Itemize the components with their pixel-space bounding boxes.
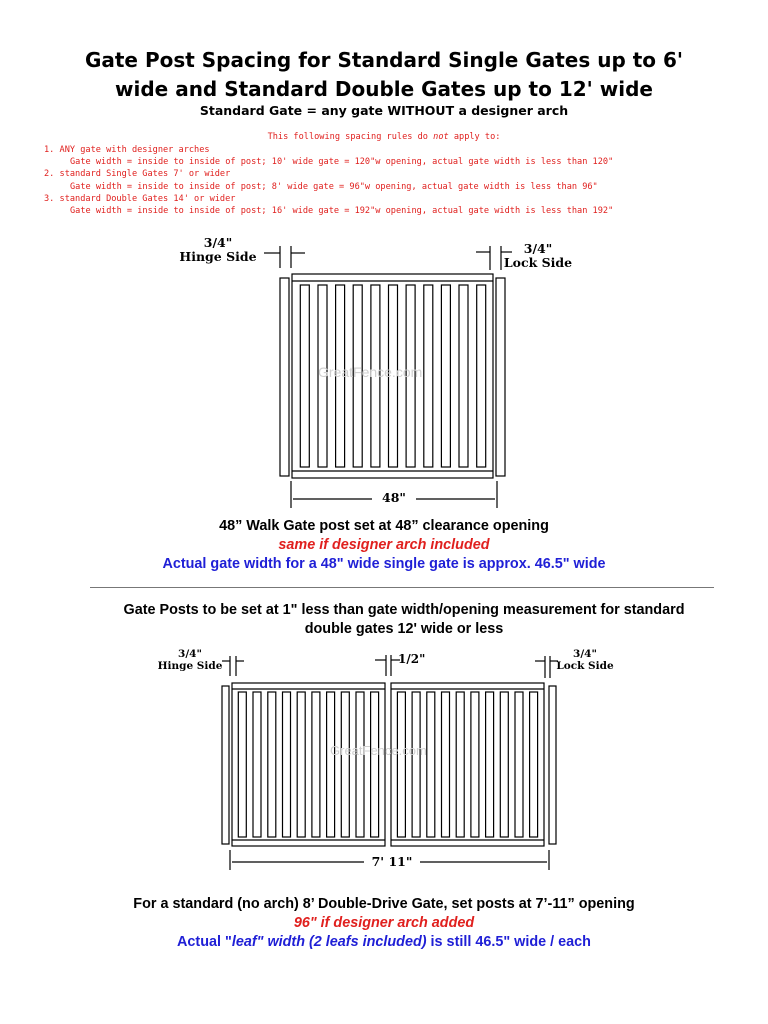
single-caption-line-3: Actual gate width for a 48" wide single gate is approx. 46.5" wide xyxy=(162,556,606,572)
picket xyxy=(238,692,246,837)
picket xyxy=(253,692,261,837)
picket xyxy=(412,692,420,837)
double-hinge-side-label: Hinge Side xyxy=(157,659,223,672)
lock-post xyxy=(496,278,505,476)
double-caption-line-3-italic: leaf" width (2 leafs included) xyxy=(231,934,427,950)
rule-title: 1. ANY gate with designer arches xyxy=(44,145,210,155)
picket xyxy=(427,692,435,837)
double-lock-side-label: Lock Side xyxy=(556,659,614,672)
gate-pickets xyxy=(238,692,537,837)
single-width-label: 48" xyxy=(382,490,406,505)
double-lock-gap-label: 3/4" xyxy=(573,648,597,660)
subtitle-emphasis: WITHOUT xyxy=(387,103,455,118)
left-gate-leaf xyxy=(232,683,385,846)
title-line-2: wide and Standard Double Gates up to 12' wide xyxy=(115,77,653,101)
double-caption-line-3-post: is still 46.5" wide / each xyxy=(426,934,591,950)
double-caption-line-2 xyxy=(0,914,768,933)
picket xyxy=(459,285,468,467)
right-gate-leaf xyxy=(391,683,544,846)
picket xyxy=(312,692,320,837)
hinge-post xyxy=(222,686,229,844)
hinge-dimension xyxy=(172,236,264,264)
title-line-1: Gate Post Spacing for Standard Single Gates up to 6' xyxy=(84,48,684,72)
rules-intro-pre: This following spacing rules do xyxy=(267,132,434,142)
picket xyxy=(424,285,433,467)
double-caption xyxy=(0,895,768,952)
lock-side-label: Lock Side xyxy=(503,255,573,270)
double-lock-dimension xyxy=(554,649,616,672)
picket xyxy=(300,285,309,467)
double-caption-line-3-pre: Actual " xyxy=(177,934,232,950)
picket xyxy=(441,285,450,467)
rule-detail: Gate width = inside to inside of post; 8' wide gate = 96"w opening, actual gate width is less than 96" xyxy=(70,181,598,192)
section-divider xyxy=(90,587,714,588)
picket xyxy=(515,692,523,837)
single-caption-line-1: 48” Walk Gate post set at 48” clearance opening xyxy=(219,518,549,534)
picket xyxy=(397,692,405,837)
rule-detail: Gate width = inside to inside of post; 16' wide gate = 192"w opening, actual gate width is less than 192" xyxy=(70,206,614,217)
double-hinge-dimension xyxy=(152,649,228,672)
rule-title: 3. standard Double Gates 14' or wider xyxy=(44,193,236,204)
double-intro xyxy=(84,601,724,639)
double-hinge-gap-label: 3/4" xyxy=(178,648,202,660)
double-caption-line-1: For a standard (no arch) 8’ Double-Drive Gate, set posts at 7’-11” opening xyxy=(133,896,635,912)
lock-post xyxy=(549,686,556,844)
picket xyxy=(283,692,291,837)
double-caption-line-2-text: 96" if designer arch added xyxy=(293,915,475,931)
picket xyxy=(486,692,494,837)
rule-detail: Gate width = inside to inside of post; 10' wide gate = 120"w opening, actual gate width is less than 120" xyxy=(70,157,614,168)
rule-title: 2. standard Single Gates 7' or wider xyxy=(44,169,231,180)
double-intro-line-1: Gate Posts to be set at 1" less than gate width/opening measurement for standard xyxy=(123,602,685,618)
rules-intro-post: apply to: xyxy=(448,132,501,142)
picket xyxy=(371,692,379,837)
double-caption-line-3 xyxy=(0,933,768,952)
picket xyxy=(471,692,479,837)
center-gap-label: 1/2" xyxy=(398,652,426,666)
double-width-label: 7' 11" xyxy=(371,854,413,869)
hinge-gap-label: 3/4" xyxy=(203,235,233,250)
rules-intro-not: not xyxy=(433,132,449,142)
picket xyxy=(442,692,450,837)
hinge-post xyxy=(280,278,289,476)
picket xyxy=(327,692,335,837)
lock-gap-label: 3/4" xyxy=(523,241,553,256)
hinge-side-label: Hinge Side xyxy=(179,249,257,264)
picket xyxy=(477,285,486,467)
picket xyxy=(341,692,349,837)
watermark: GreatFence.com xyxy=(318,364,423,380)
picket xyxy=(268,692,276,837)
single-caption-line-2 xyxy=(0,536,768,555)
double-intro-line-2: double gates 12' wide or less xyxy=(304,621,504,637)
subtitle-pre: Standard Gate = any gate xyxy=(199,103,388,118)
watermark: GreatFence.com xyxy=(330,743,427,758)
double-gate-diagram xyxy=(222,652,558,870)
single-caption-line-2-text: same if designer arch included xyxy=(278,537,490,553)
picket xyxy=(530,692,538,837)
picket xyxy=(456,692,464,837)
picket xyxy=(500,692,508,837)
lock-dimension xyxy=(498,242,578,270)
subtitle-post: a designer arch xyxy=(454,103,569,118)
single-caption xyxy=(0,517,768,574)
picket xyxy=(356,692,364,837)
picket xyxy=(297,692,305,837)
